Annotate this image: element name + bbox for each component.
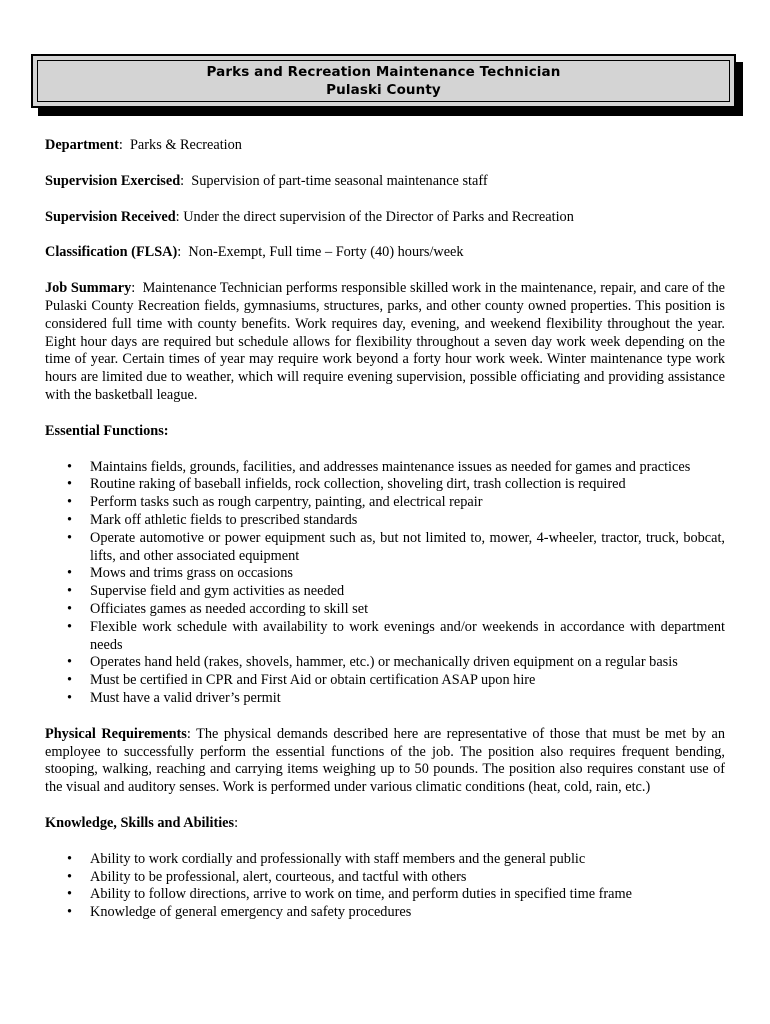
list-item [67,565,725,583]
list-item [67,511,725,530]
document-body [45,137,725,940]
title-box [31,54,736,108]
bullet-icon: • [67,672,73,689]
supervision-received-label: Supervision Received [45,208,176,225]
physical-requirements-paragraph: Physical Requirements: The physical demands described here are representative of those that must be met by an employee to successfully perform the essential functions of the job. The position also requires frequent bending, stooping, walking, reaching and carrying items weighing up to 50 pounds. The position also requires constant use of the visual and auditory senses. Work is performed under various climatic conditions (heat, cold, rain, etc.) [45,725,725,796]
list-item-text: Officiates games as needed according to skill set [90,600,369,617]
physical-requirements-text: The physical demands described here are representative of those that must be met by an employee to successfully perform the essential functions of the job. The position also requires frequent bending, stooping, walking, reaching and carrying items weighing up to 50 pounds. The position also requires constant use of the visual and auditory senses. Work is performed under various climatic conditions (heat, cold, rain, etc.) [45,725,725,796]
list-item [67,600,725,619]
ksa-list [45,851,725,922]
list-item-text: Supervise field and gym activities as needed [90,583,345,600]
list-item [67,654,725,672]
supervision-received-value: Under the direct supervision of the Director of Parks and Recreation [183,208,574,225]
title-banner [31,54,743,116]
supervision-received-field: Supervision Received: Under the direct supervision of the Director of Parks and Recreation [45,208,574,225]
list-item-text: Must have a valid driver’s permit [90,689,281,706]
list-item-text: Maintains fields, grounds, facilities, and addresses maintenance issues as needed for games and practices [90,458,691,475]
bullet-icon: • [67,529,73,546]
physical-requirements-label: Physical Requirements [45,725,187,742]
bullet-icon: • [67,689,73,706]
list-item [67,494,725,512]
county-name: Pulaski County [326,82,441,98]
list-item-text: Routine raking of baseball infields, rock collection, shoveling dirt, trash collection is required [90,476,626,493]
bullet-icon: • [67,600,73,617]
list-item [67,868,725,887]
bullet-icon: • [67,886,73,903]
list-item-text: Perform tasks such as rough carpentry, painting, and electrical repair [90,494,483,511]
department-field: Department: Parks & Recreation [45,137,242,153]
list-item [67,529,725,566]
bullet-icon: • [67,476,73,493]
job-summary-label: Job Summary [45,280,132,297]
list-item [67,904,725,922]
supervision-exercised-label: Supervision Exercised [45,172,181,189]
ksa-heading: Knowledge, Skills and Abilities: [45,814,239,831]
list-item-text: Operates hand held (rakes, shovels, hammer, etc.) or mechanically driven equipment on a regular basis [90,654,678,671]
essential-functions-list [45,459,725,708]
bullet-icon: • [67,583,73,600]
bullet-icon: • [67,494,73,511]
bullet-icon: • [67,868,73,885]
supervision-exercised-value: Supervision of part-time seasonal maintenance staff [191,172,488,189]
list-item [67,458,725,477]
essential-functions-heading [45,423,725,441]
list-item [67,476,725,494]
list-item [67,672,725,690]
list-item [67,618,725,655]
ksa-heading-text: Knowledge, Skills and Abilities [45,814,235,831]
bullet-icon: • [67,850,73,867]
list-item-text: Mows and trims grass on occasions [90,565,293,582]
list-item-text: Ability to work cordially and professionally with staff members and the general public [90,850,586,867]
list-item [67,583,725,601]
list-item-text: Must be certified in CPR and First Aid or obtain certification ASAP upon hire [90,672,536,689]
classification-field: Classification (FLSA): Non-Exempt, Full time – Forty (40) hours/week [45,244,464,261]
job-title: Parks and Recreation Maintenance Technician [206,64,561,80]
bullet-icon: • [67,654,73,671]
classification-value: Non-Exempt, Full time – Forty (40) hours/week [188,244,464,261]
essential-functions-heading-text: Essential Functions: [45,422,169,439]
bullet-icon: • [67,458,73,475]
bullet-icon: • [67,618,73,635]
list-item-text: Knowledge of general emergency and safety procedures [90,904,412,921]
list-item [67,850,725,869]
classification-label: Classification (FLSA) [45,244,178,261]
list-item-text: Ability to follow directions, arrive to work on time, and perform duties in specified time frame [90,886,632,903]
list-item [67,886,725,904]
supervision-exercised-field: Supervision Exercised: Supervision of part-time seasonal maintenance staff [45,172,488,189]
job-summary-paragraph: Job Summary: Maintenance Technician performs responsible skilled work in the maintenance, repair, and care of the Pulaski County Recreation fields, gymnasiums, structures, parks, and other county owned properties. This position is considered full time with county benefits. Work requires day, evening, and weekend flexibility throughout the year. Eight hour days are required but schedule allows for flexibility throughout a seven day work week depending on the time of year. Certain times of year may require work beyond a forty hour work week. Winter maintenance type work hours are limited due to weather, which will require evening supervision, possible officiating and providing assistance with the basketball league. [45,280,726,403]
list-item [67,689,725,708]
bullet-icon: • [67,904,73,921]
list-item-text: Mark off athletic fields to prescribed standards [90,511,358,528]
bullet-icon: • [67,565,73,582]
job-summary-text: Maintenance Technician performs responsible skilled work in the maintenance, repair, and care of the Pulaski County Recreation fields, gymnasiums, structures, parks, and other county owned properties. This position is considered full time with county benefits. Work requires day, evening, and weekend flexibility throughout the year. Eight hour days are required but schedule allows for flexibility throughout a seven day work week depending on the time of year. Certain times of year may require work beyond a forty hour work week. Winter maintenance type work hours are limited due to weather, which will require evening supervision, possible officiating and providing assistance with the basketball league. [45,280,726,403]
bullet-icon: • [67,511,73,528]
list-item-text: Flexible work schedule with availability to work evenings and/or weekends in accordance with department needs [90,618,725,653]
department-label: Department [45,137,119,153]
title-inner-frame [37,60,730,102]
department-value: Parks & Recreation [129,137,242,153]
list-item-text: Operate automotive or power equipment such as, but not limited to, mower, 4-wheeler, tractor, truck, bobcat, lifts, and other associated equipment [90,529,725,564]
list-item-text: Ability to be professional, alert, courteous, and tactful with others [90,868,467,885]
